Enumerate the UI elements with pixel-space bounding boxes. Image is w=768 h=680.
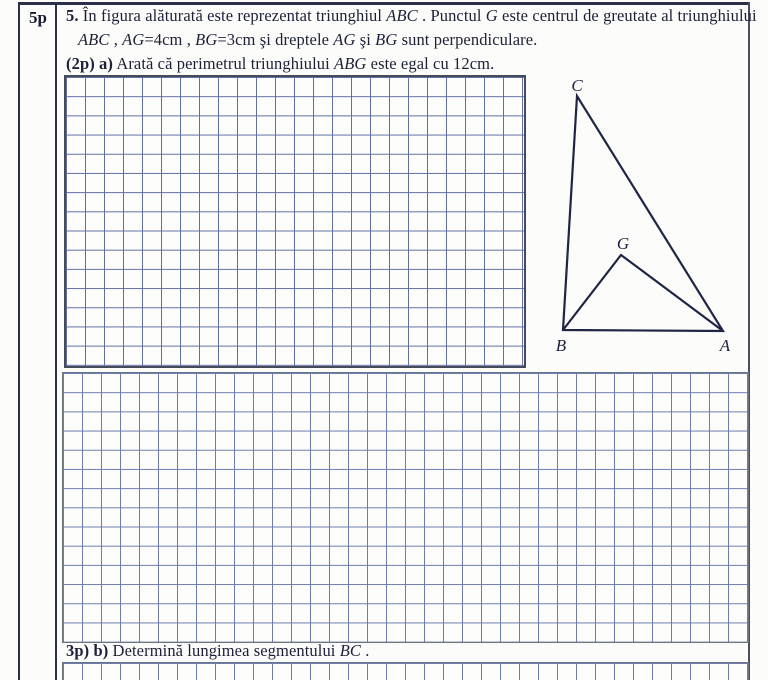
triangle-abg-outline <box>563 255 723 331</box>
answer-grid-part-b <box>62 662 749 680</box>
triangle-abc-outline <box>563 96 723 331</box>
score-label: 5p <box>29 8 47 27</box>
answer-grid-working <box>62 372 749 643</box>
problem-statement-line-1: 5. În figura alăturată este reprezentat triunghiul ABC . Punctul G este centrul de greutate al triunghiului <box>66 6 757 25</box>
answer-grid-part-a <box>64 75 526 368</box>
problem-part-a-label: (2p) a) Arată că perimetrul triunghiului ABG este egal cu 12cm. <box>66 54 495 73</box>
vertex-label-a: A <box>719 336 731 355</box>
vertex-label-b: B <box>555 336 567 355</box>
vertex-label-g: G <box>616 234 630 253</box>
vertex-label-c: C <box>571 76 583 95</box>
border-top <box>18 2 750 5</box>
problem-part-b-label: 3p) b) Determină lungimea segmentului BC . <box>66 641 370 660</box>
problem-statement-line-2: ABC , AG=4cm , BG=3cm şi dreptele AG şi BG sunt perpendiculare. <box>78 30 538 49</box>
border-left <box>18 2 20 680</box>
border-score-separator <box>55 2 57 680</box>
